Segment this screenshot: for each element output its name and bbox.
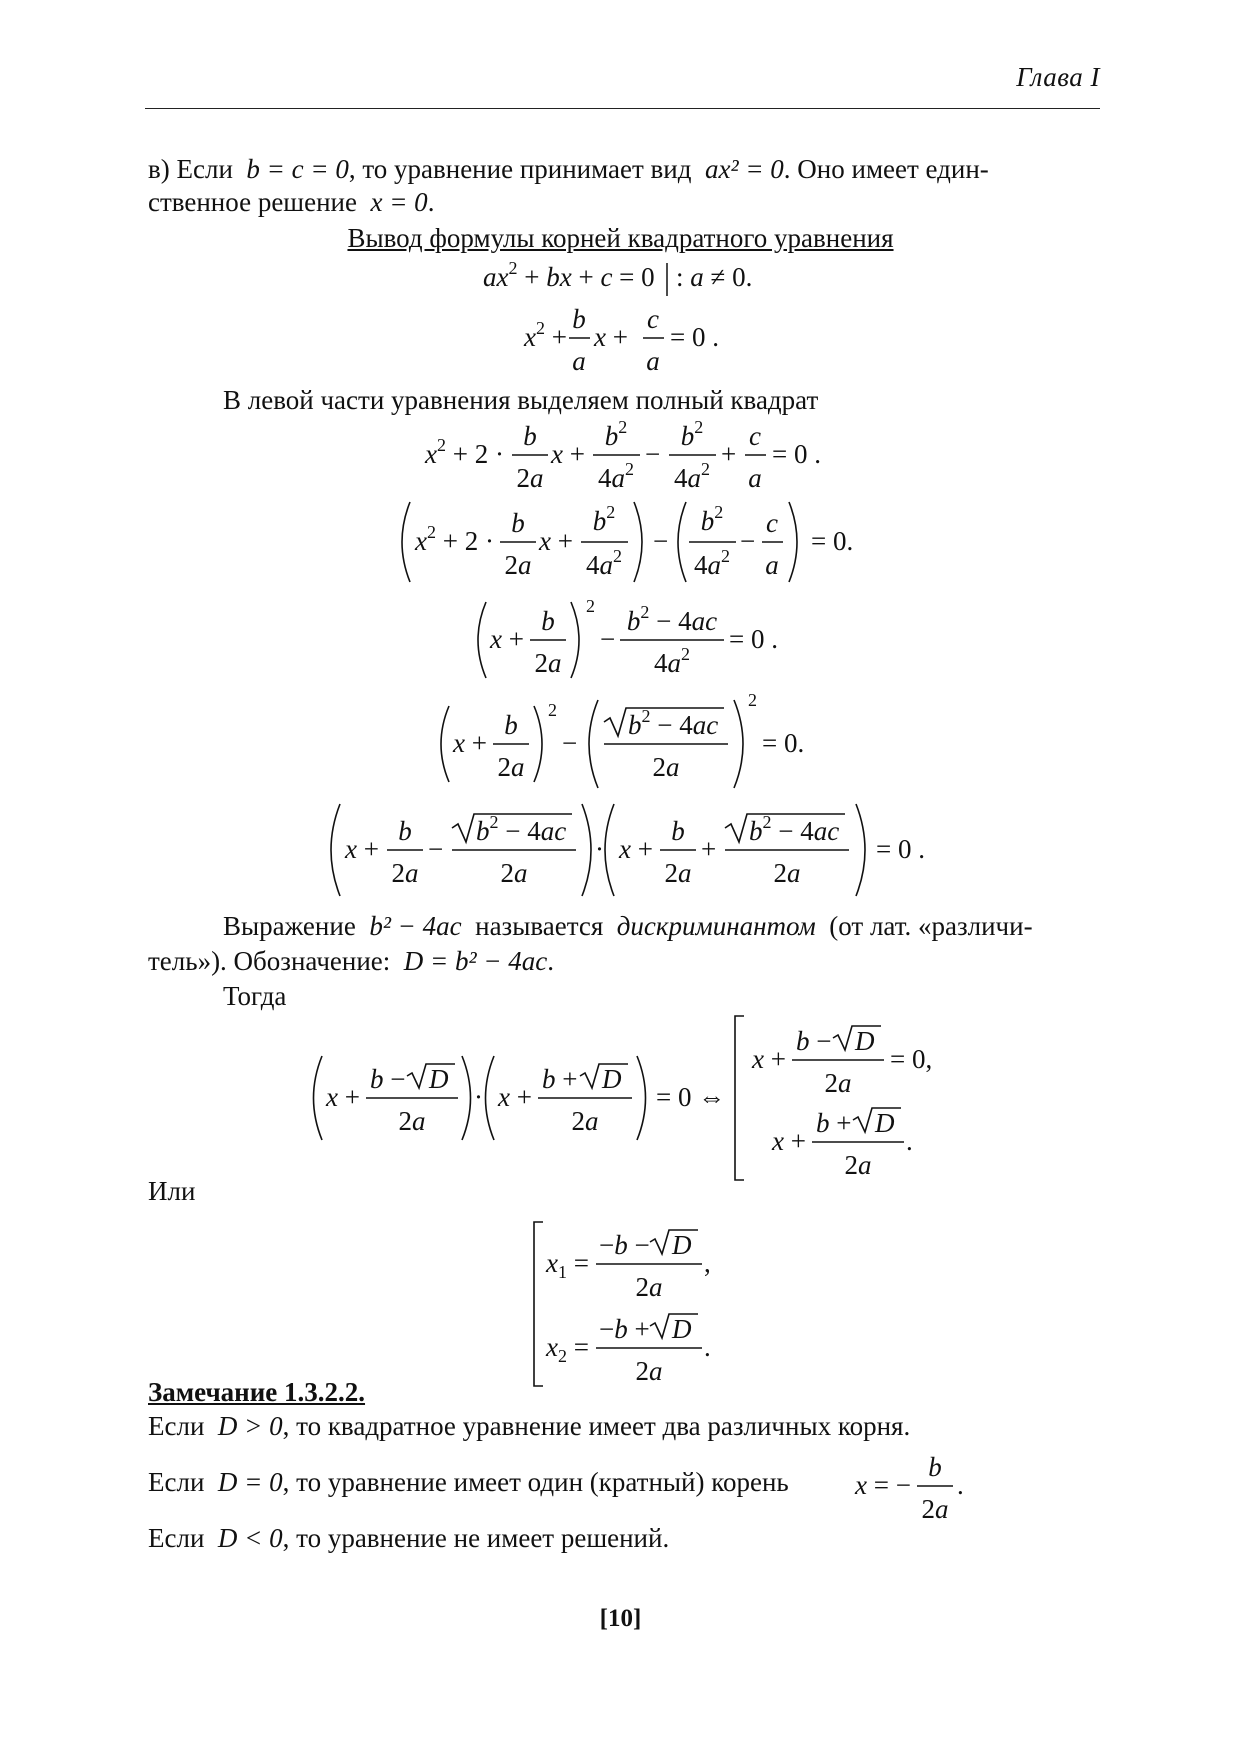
svg-text:+: + xyxy=(721,439,737,469)
svg-text:D: D xyxy=(672,1230,692,1260)
svg-text:b2 − 4ac: $b^2 - 4ac$ xyxy=(476,812,567,846)
equation-e3 xyxy=(424,417,821,493)
svg-text:2a: 2a xyxy=(398,1106,426,1136)
svg-text:·: · xyxy=(595,834,604,864)
svg-text:= 0.: = 0. xyxy=(762,728,805,758)
svg-text:·: · xyxy=(474,1082,483,1112)
svg-text:b: b xyxy=(572,304,586,334)
svg-text:b: b xyxy=(504,710,518,740)
svg-text:−b +: −b + xyxy=(599,1314,650,1344)
svg-text:= 0,: = 0, xyxy=(890,1044,933,1074)
svg-text:−: − xyxy=(645,439,661,469)
svg-text:x +: x + xyxy=(619,834,653,864)
svg-text:D: D xyxy=(429,1064,449,1094)
svg-text:2a: 2a xyxy=(773,858,801,888)
svg-text:.: . xyxy=(704,1332,711,1362)
svg-text:2a: 2a xyxy=(534,648,562,678)
svg-text:2: 2 xyxy=(748,690,757,710)
svg-text:2a: 2a xyxy=(824,1068,852,1098)
svg-text:b: b xyxy=(928,1452,942,1482)
eq-ax2-zero: ax² = 0 xyxy=(704,154,784,184)
svg-text:= 0 .: = 0 . xyxy=(670,322,719,352)
svg-text:D: D xyxy=(875,1108,895,1138)
equation-e4 xyxy=(402,502,853,582)
svg-text:b −: b − xyxy=(370,1064,406,1094)
svg-text:b2: $b^2$ xyxy=(700,502,724,536)
svg-text:4a2: $4a^2$ xyxy=(654,644,690,678)
svg-text:+: + xyxy=(701,834,717,864)
svg-text:b2: $b^2$ xyxy=(604,417,628,451)
remark-line2: Если D = 0, то уравнение имеет один (кратный) корень xyxy=(148,1467,789,1497)
equation-e2 xyxy=(523,304,719,376)
svg-text:b −: b − xyxy=(796,1026,832,1056)
svg-text:= 0 ⇔: = 0 ⇔ xyxy=(656,1082,726,1112)
page-number: [10] xyxy=(599,1605,642,1632)
svg-text:x +: x + xyxy=(498,1082,532,1112)
svg-text:b: b xyxy=(671,816,685,846)
svg-text:2a: 2a xyxy=(921,1494,949,1524)
svg-text:a: a xyxy=(748,463,762,493)
svg-text:D: D xyxy=(602,1064,622,1094)
svg-text:ax2 + bx + c = 0: $ax^2$ + bx + c = 0 xyxy=(483,258,655,292)
svg-text:x = −: x = − xyxy=(855,1470,911,1500)
svg-text:= 0 .: = 0 . xyxy=(729,624,778,654)
svg-text:x +: x + xyxy=(752,1044,786,1074)
word-togda: Тогда xyxy=(223,981,287,1011)
equation-e1 xyxy=(483,258,752,296)
svg-text:−: − xyxy=(653,526,669,556)
svg-text:2a: 2a xyxy=(844,1150,872,1180)
svg-text:2a: 2a xyxy=(635,1356,663,1386)
svg-text:b2 − 4ac: $b^2 - 4ac$ xyxy=(749,812,840,846)
svg-text:x +: x + xyxy=(453,728,487,758)
para-v-line2: ственное решение x = 0. xyxy=(148,187,435,217)
para-disc-line2: тель»). Обозначение: D = b² − 4ac. xyxy=(148,946,555,976)
svg-text:c: c xyxy=(647,304,659,334)
svg-text:x2 + 2 ·: $x^2 + 2$ · xyxy=(425,435,504,469)
svg-text:x +: x + xyxy=(551,439,585,469)
svg-text:.: . xyxy=(957,1470,964,1500)
svg-text:4a2: $4a^2$ xyxy=(674,459,710,493)
para-v-line1: в) Если b = c = 0, то уравнение принимает вид ax² = 0. Оно имеет един- xyxy=(148,154,989,184)
svg-text:b2: $b^2$ xyxy=(680,417,704,451)
equation-e8 xyxy=(314,1016,933,1180)
svg-text:b: b xyxy=(541,606,555,636)
svg-text:x +: x + xyxy=(326,1082,360,1112)
svg-text:= 0.: = 0. xyxy=(811,526,854,556)
svg-text:4a2: $4a^2$ xyxy=(586,546,622,580)
svg-text:2a: 2a xyxy=(500,858,528,888)
remark-line3: Если D < 0, то уравнение не имеет решений. xyxy=(148,1523,670,1553)
remark-line1: Если D > 0, то квадратное уравнение имеет два различных корня. xyxy=(148,1411,911,1441)
svg-text:.: . xyxy=(906,1126,913,1156)
svg-text:2a: 2a xyxy=(571,1106,599,1136)
svg-text:= 0 .: = 0 . xyxy=(876,834,925,864)
svg-text:2: 2 xyxy=(586,596,595,616)
section-title: Вывод формулы корней квадратного уравнения xyxy=(347,223,894,253)
disc-def: D = b² − 4ac xyxy=(403,946,548,976)
disc-term: дискриминантом xyxy=(616,911,816,941)
svg-text:b2: $b^2$ xyxy=(592,502,616,536)
svg-text:x +: x + xyxy=(772,1126,806,1156)
svg-text:= 0 .: = 0 . xyxy=(772,439,821,469)
svg-text:4a2: $4a^2$ xyxy=(598,459,634,493)
svg-text:2: 2 xyxy=(548,700,557,720)
svg-text:2a: 2a xyxy=(652,752,680,782)
svg-text:x +: x + xyxy=(539,526,573,556)
disc-expr: b² − 4ac xyxy=(369,911,462,941)
svg-text:b: b xyxy=(511,508,525,538)
svg-text:b: b xyxy=(398,816,412,846)
svg-text:−: − xyxy=(428,834,444,864)
svg-text:x2 =: $x_2$ = xyxy=(546,1332,589,1366)
remark-root-formula xyxy=(854,1452,964,1524)
svg-text:D: D xyxy=(672,1314,692,1344)
svg-text:−b −: −b − xyxy=(599,1230,650,1260)
svg-text:2a: 2a xyxy=(497,752,525,782)
svg-text:a: a xyxy=(765,550,779,580)
svg-text:c: c xyxy=(766,508,778,538)
svg-text:x +: x + xyxy=(345,834,379,864)
svg-text:x2 +: $x^2$ + xyxy=(524,318,567,352)
equation-e6 xyxy=(441,690,804,788)
svg-text:b2 − 4ac: $b^2 - 4ac$ xyxy=(626,602,718,636)
equation-e9 xyxy=(534,1222,711,1386)
svg-text:b +: b + xyxy=(542,1064,578,1094)
para-disc-line1: Выражение b² − 4ac называется дискриминантом (от лат. «различи- xyxy=(223,911,1033,941)
svg-text:2a: 2a xyxy=(516,463,544,493)
svg-text:2a: 2a xyxy=(635,1272,663,1302)
svg-text:,: , xyxy=(704,1248,711,1278)
cond-b-c-zero: b = c = 0 xyxy=(246,154,349,184)
svg-text:2a: 2a xyxy=(664,858,692,888)
svg-text:−: − xyxy=(740,526,756,556)
para-full-square: В левой части уравнения выделяем полный квадрат xyxy=(223,385,819,415)
svg-text:x +: x + xyxy=(490,624,524,654)
svg-text:2a: 2a xyxy=(504,550,532,580)
svg-text:c: c xyxy=(749,421,761,451)
svg-text:b: b xyxy=(523,421,537,451)
chapter-header: Глава I xyxy=(1016,62,1100,92)
svg-text:x +: x + xyxy=(594,322,628,352)
remark-title: Замечание 1.3.2.2. xyxy=(148,1377,366,1407)
word-ili: Или xyxy=(148,1176,196,1206)
svg-text:b +: b + xyxy=(816,1108,852,1138)
svg-text:4a2: $4a^2$ xyxy=(694,546,730,580)
equation-e5 xyxy=(478,596,778,678)
equation-e7 xyxy=(331,804,925,896)
svg-text:a: a xyxy=(572,346,586,376)
svg-text:x1 =: $x_1$ = xyxy=(546,1248,589,1282)
svg-text:x2 + 2 ·: $x^2 + 2$ · xyxy=(415,522,494,556)
svg-text:: a ≠ 0.: : a ≠ 0. xyxy=(676,262,753,292)
svg-text:b2 − 4ac: $b^2 - 4ac$ xyxy=(628,706,719,740)
svg-text:−: − xyxy=(562,728,578,758)
svg-text:D: D xyxy=(855,1026,875,1056)
svg-text:a: a xyxy=(646,346,660,376)
svg-text:2a: 2a xyxy=(391,858,419,888)
svg-text:−: − xyxy=(600,624,616,654)
